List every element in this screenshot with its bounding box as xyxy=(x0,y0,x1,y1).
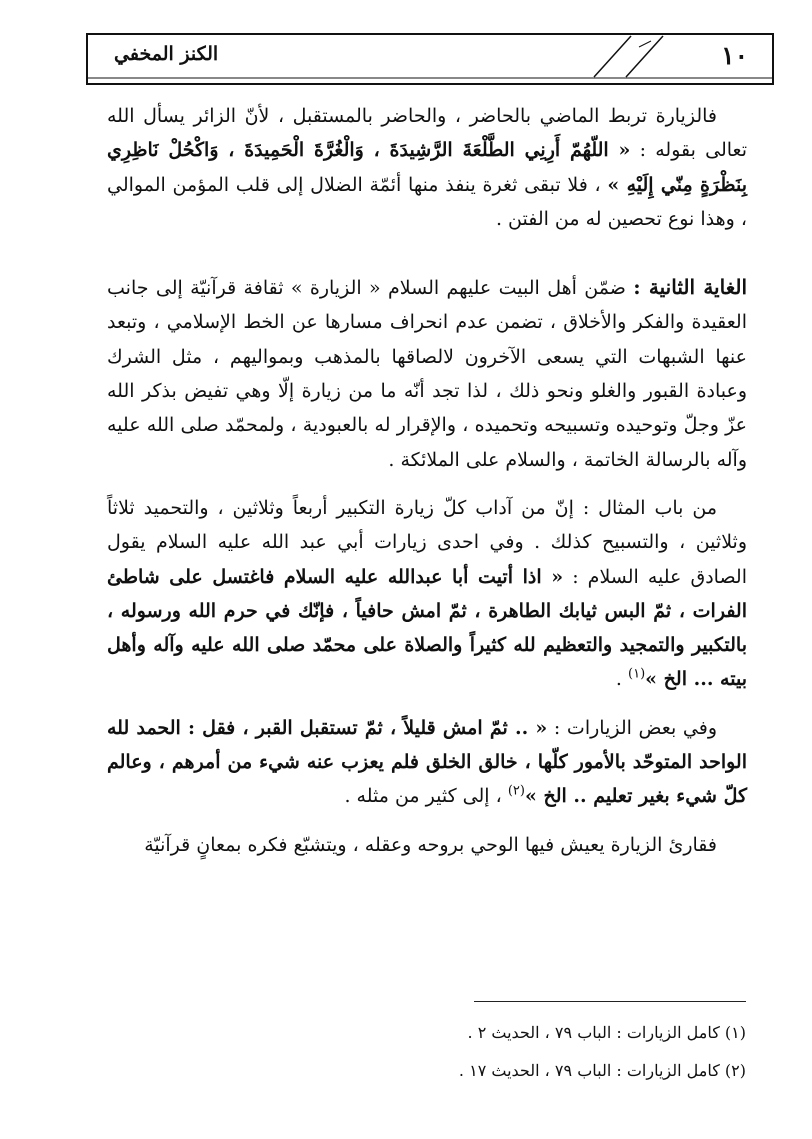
paragraph-4-text: وفي بعض الزيارات : xyxy=(553,716,717,739)
paragraph-1-quote: « اللّهُمّ أَرِنِي الطَّلْعَةَ الرَّشِيدَةَ ، وَالْغُرَّةَ الْحَمِيدَةَ ، وَاكْحُلْ نَاظِرِي بِنَظْرَةٍ مِنّي إِلَيْهِ » xyxy=(107,139,747,196)
footnote-divider xyxy=(474,1001,746,1002)
paragraph-1-text-after: ، فلا تبقى ثغرة ينفذ منها أئمّة الضلال إلى قلب المؤمن الموالي ، وهذا نوع تحصين له من الفتن . xyxy=(107,173,747,230)
footnote-1: (١) كامل الزيارات : الباب ٧٩ ، الحديث ٢ . xyxy=(467,1023,746,1042)
footnote-2: (٢) كامل الزيارات : الباب ٧٩ ، الحديث ١٧ . xyxy=(458,1061,746,1080)
paragraph-2-text: ضمّن أهل البيت عليهم السلام « الزيارة » ثقافة قرآنيّة إلى جانب العقيدة والفكر والأخلاق ، تضمن عدم انحراف مسارها عن الخط الإسلامي ، وتبعد عنها الشبهات التي يسعى الآخرون لالصاقها بالمذهب وبمواليهم ، مثل الشرك وعبادة القبور والغلو ونحو ذلك ، لذا تجد أنّه ما من زيارة إلّا وهي تفيض بذكر الله عزّ وجلّ وتوحيده وتسبيحه وتحميده ، والإقرار له بالعبودية ، ولمحمّد صلى الله عليه وآله بالرسالة الخاتمة ، والسلام على الملائكة . xyxy=(107,277,747,471)
page-number: ١٠ xyxy=(721,41,748,70)
paragraph-4-text-after: ، إلى كثير من مثله . xyxy=(344,785,502,808)
footnote-ref-2[interactable]: (٢) xyxy=(507,784,525,800)
paragraph-5-text: فقارئ الزيارة يعيش فيها الوحي بروحه وعقله ، ويتشبّع فكره بمعانٍ قرآنيّة xyxy=(144,833,717,856)
running-header xyxy=(86,33,774,85)
running-title: الكنز المخفي xyxy=(114,43,219,65)
paragraph-1 xyxy=(107,99,747,236)
footnote-ref-1[interactable]: (١) xyxy=(628,667,646,683)
section-heading: الغاية الثانية : xyxy=(633,275,747,300)
footnotes xyxy=(246,1014,746,1090)
paragraph-3 xyxy=(107,491,747,697)
paragraph-2 xyxy=(107,270,747,477)
paragraph-1-text: فالزيارة تربط الماضي بالحاضر ، والحاضر بالمستقبل ، لأنّ الزائر يسأل الله تعالى بقوله : xyxy=(107,105,747,162)
paragraph-5 xyxy=(107,828,747,862)
paragraph-4-quote: « .. ثمّ امش قليلاً ، ثمّ تستقبل القبر ، فقل : الحمد لله الواحد المتوحّد بالأمور كلّها ، خالق الخلق فلم يعزب عنه شيء من أمرهم ، وعالم كلّ شيء بغير تعليم .. الخ » xyxy=(107,716,747,808)
paragraph-3-quote: « اذا أتيت أبا عبدالله عليه السلام فاغتسل على شاطئ الفرات ، ثمّ البس ثيابك الطاهرة ، ثمّ امش حافياً ، فإنّك في حرم الله ورسوله ، بالتكبير والتمجيد والتعظيم لله كثيراً والصلاة على محمّد صلى الله عليه وآله وأهل بيته ... الخ » xyxy=(107,565,747,691)
paragraph-3-text-after: . xyxy=(615,668,622,691)
paragraph-4 xyxy=(107,711,747,814)
body-text xyxy=(107,99,747,862)
paragraph-3-text: من باب المثال : إنّ من آداب كلّ زيارة التكبير أربعاً وثلاثين ، والتحميد ثلاثاً وثلاثين ، والتسبيح كذلك . وفي احدى زيارات أبي عبد الله عليه السلام يقول الصادق عليه السلام : xyxy=(107,496,747,588)
